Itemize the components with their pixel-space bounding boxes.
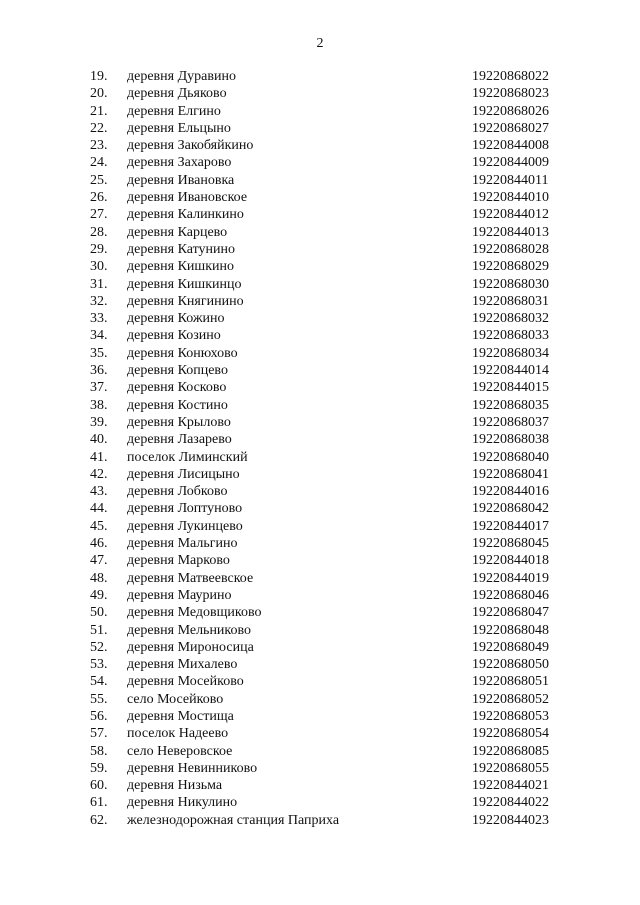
item-number: 38. (90, 397, 108, 413)
oktmo-code: 19220844016 (472, 484, 549, 500)
list-item (0, 639, 640, 656)
list-item (0, 622, 640, 639)
oktmo-code: 19220868022 (472, 69, 549, 84)
item-number: 33. (90, 311, 108, 327)
settlement-name: деревня Крылово (127, 414, 231, 430)
page-number: 2 (316, 36, 324, 51)
item-number: 19. (90, 69, 108, 84)
oktmo-code: 19220868034 (472, 345, 549, 361)
settlement-name: деревня Матвеевское (127, 570, 254, 586)
item-number: 40. (90, 432, 108, 448)
oktmo-code: 19220844008 (472, 138, 549, 154)
settlement-name: деревня Дуравино (127, 69, 236, 84)
item-number: 57. (90, 726, 108, 742)
list-item (0, 276, 640, 293)
oktmo-code: 19220868055 (472, 760, 549, 776)
list-item (0, 189, 640, 206)
settlement-name: село Мосейково (127, 691, 224, 707)
item-number: 28. (90, 224, 108, 240)
list-item (0, 431, 640, 448)
list-item (0, 258, 640, 275)
item-number: 31. (90, 276, 108, 292)
oktmo-code: 19220868052 (472, 691, 549, 707)
item-number: 56. (90, 708, 108, 724)
item-number: 58. (90, 743, 108, 759)
item-number: 50. (90, 605, 108, 621)
settlement-name: деревня Дьяково (127, 86, 227, 102)
list-item (0, 604, 640, 621)
item-number: 47. (90, 553, 108, 569)
oktmo-code: 19220868046 (472, 587, 549, 603)
settlement-name: деревня Ивановское (127, 190, 248, 206)
settlement-name: деревня Низьма (127, 778, 223, 794)
list-item (0, 103, 640, 120)
list-item (0, 362, 640, 379)
settlement-name: деревня Карцево (127, 224, 228, 240)
settlement-name: деревня Ельцыно (127, 120, 231, 136)
settlement-name: деревня Мальгино (127, 536, 238, 552)
oktmo-code: 19220868051 (472, 674, 549, 690)
settlement-name: деревня Косково (127, 380, 227, 396)
list-item (0, 241, 640, 258)
settlement-name: деревня Кожино (127, 311, 225, 327)
item-number: 22. (90, 120, 108, 136)
settlement-name: поселок Лиминский (127, 449, 248, 465)
list-item (0, 552, 640, 569)
list-item (0, 794, 640, 811)
settlement-name: деревня Мельниково (127, 622, 252, 638)
settlement-name: железнодорожная станция Паприха (127, 812, 340, 828)
item-number: 41. (90, 449, 108, 465)
item-number: 23. (90, 138, 108, 154)
item-number: 51. (90, 622, 108, 638)
settlement-name: деревня Никулино (127, 795, 238, 811)
item-number: 21. (90, 103, 108, 119)
oktmo-code: 19220868035 (472, 397, 549, 413)
item-number: 43. (90, 484, 108, 500)
settlement-name: деревня Копцево (127, 363, 228, 379)
item-number: 30. (90, 259, 108, 275)
oktmo-code: 19220868041 (472, 466, 549, 482)
oktmo-code: 19220844009 (472, 155, 549, 171)
item-number: 62. (90, 812, 108, 828)
oktmo-code: 19220868049 (472, 639, 549, 655)
list-item (0, 725, 640, 742)
oktmo-code: 19220868085 (472, 743, 549, 759)
list-item (0, 691, 640, 708)
item-number: 42. (90, 466, 108, 482)
settlement-name: деревня Лазарево (127, 432, 232, 448)
oktmo-code: 19220868023 (472, 86, 549, 102)
item-number: 39. (90, 414, 108, 430)
settlement-name: деревня Лоптуново (127, 501, 243, 517)
settlement-name: деревня Ивановка (127, 172, 235, 188)
list-item (0, 414, 640, 431)
settlement-name: деревня Медовщиково (127, 605, 262, 621)
oktmo-code: 19220868027 (472, 120, 549, 136)
settlement-name: деревня Мостища (127, 708, 234, 724)
settlement-name: деревня Княгинино (127, 293, 244, 309)
oktmo-code: 19220844017 (472, 518, 549, 534)
settlement-name: деревня Кишкино (127, 259, 234, 275)
oktmo-code: 19220868037 (472, 414, 549, 430)
settlement-name: деревня Закобяйкино (127, 138, 254, 154)
list-item (0, 120, 640, 137)
oktmo-code: 19220868042 (472, 501, 549, 517)
list-item (0, 656, 640, 673)
list-item (0, 345, 640, 362)
list-item (0, 449, 640, 466)
list-item (0, 310, 640, 327)
list-item (0, 570, 640, 587)
oktmo-code: 19220868045 (472, 536, 549, 552)
oktmo-code: 19220844012 (472, 207, 549, 223)
list-item (0, 85, 640, 102)
oktmo-code: 19220868026 (472, 103, 549, 119)
list-item (0, 777, 640, 794)
settlement-name: деревня Козино (127, 328, 221, 344)
list-item (0, 137, 640, 154)
list-item (0, 812, 640, 829)
settlement-name: деревня Марково (127, 553, 230, 569)
oktmo-code: 19220868038 (472, 432, 549, 448)
list-item (0, 327, 640, 344)
oktmo-code: 19220868050 (472, 657, 549, 673)
settlement-name: деревня Кишкинцо (127, 276, 242, 292)
item-number: 52. (90, 639, 108, 655)
list-item (0, 535, 640, 552)
list-item (0, 206, 640, 223)
item-number: 61. (90, 795, 108, 811)
settlement-name: деревня Мосейково (127, 674, 244, 690)
settlement-name: село Неверовское (127, 743, 233, 759)
list-item (0, 224, 640, 241)
item-number: 27. (90, 207, 108, 223)
list-item (0, 154, 640, 171)
list-item (0, 743, 640, 760)
oktmo-code: 19220868030 (472, 276, 549, 292)
item-number: 54. (90, 674, 108, 690)
oktmo-code: 19220844015 (472, 380, 549, 396)
settlement-name: деревня Лобково (127, 484, 228, 500)
oktmo-code: 19220868054 (472, 726, 549, 742)
settlement-name: деревня Костино (127, 397, 228, 413)
settlement-name: деревня Лукинцево (127, 518, 243, 534)
settlement-name: деревня Захарово (127, 155, 232, 171)
oktmo-code: 19220844011 (472, 172, 549, 188)
list-item (0, 587, 640, 604)
list-item (0, 760, 640, 777)
oktmo-code: 19220868029 (472, 259, 549, 275)
list-item (0, 500, 640, 517)
item-number: 32. (90, 293, 108, 309)
settlement-name: деревня Калинкино (127, 207, 244, 223)
list-item (0, 172, 640, 189)
oktmo-code: 19220868033 (472, 328, 549, 344)
list-item (0, 397, 640, 414)
item-number: 37. (90, 380, 108, 396)
oktmo-code: 19220844019 (472, 570, 549, 586)
list-item (0, 673, 640, 690)
item-number: 34. (90, 328, 108, 344)
list-item (0, 379, 640, 396)
item-number: 26. (90, 190, 108, 206)
settlement-name: деревня Михалево (127, 657, 238, 673)
item-number: 45. (90, 518, 108, 534)
settlement-name: деревня Елгино (127, 103, 221, 119)
item-number: 24. (90, 155, 108, 171)
oktmo-code: 19220844022 (472, 795, 549, 811)
oktmo-code: 19220868028 (472, 241, 549, 257)
oktmo-code: 19220868048 (472, 622, 549, 638)
item-number: 49. (90, 587, 108, 603)
oktmo-code: 19220868031 (472, 293, 549, 309)
item-number: 29. (90, 241, 108, 257)
list-item (0, 466, 640, 483)
oktmo-code: 19220868040 (472, 449, 549, 465)
oktmo-code: 19220868047 (472, 605, 549, 621)
item-number: 48. (90, 570, 108, 586)
list-item (0, 293, 640, 310)
item-number: 59. (90, 760, 108, 776)
settlement-list (0, 68, 640, 829)
list-item (0, 68, 640, 85)
oktmo-code: 19220844021 (472, 778, 549, 794)
settlement-name: поселок Надеево (127, 726, 229, 742)
settlement-name: деревня Лисицыно (127, 466, 240, 482)
oktmo-code: 19220844018 (472, 553, 549, 569)
settlement-name: деревня Конюхово (127, 345, 238, 361)
settlement-name: деревня Маурино (127, 587, 232, 603)
oktmo-code: 19220844010 (472, 190, 549, 206)
oktmo-code: 19220868053 (472, 708, 549, 724)
item-number: 36. (90, 363, 108, 379)
item-number: 46. (90, 536, 108, 552)
settlement-name: деревня Мироносица (127, 639, 254, 655)
settlement-name: деревня Невинниково (127, 760, 258, 776)
item-number: 55. (90, 691, 108, 707)
oktmo-code: 19220868032 (472, 311, 549, 327)
oktmo-code: 19220844023 (472, 812, 549, 828)
item-number: 44. (90, 501, 108, 517)
item-number: 20. (90, 86, 108, 102)
list-item (0, 708, 640, 725)
item-number: 25. (90, 172, 108, 188)
settlement-name: деревня Катунино (127, 241, 236, 257)
list-item (0, 518, 640, 535)
item-number: 35. (90, 345, 108, 361)
list-item (0, 483, 640, 500)
oktmo-code: 19220844013 (472, 224, 549, 240)
oktmo-code: 19220844014 (472, 363, 549, 379)
item-number: 60. (90, 778, 108, 794)
item-number: 53. (90, 657, 108, 673)
